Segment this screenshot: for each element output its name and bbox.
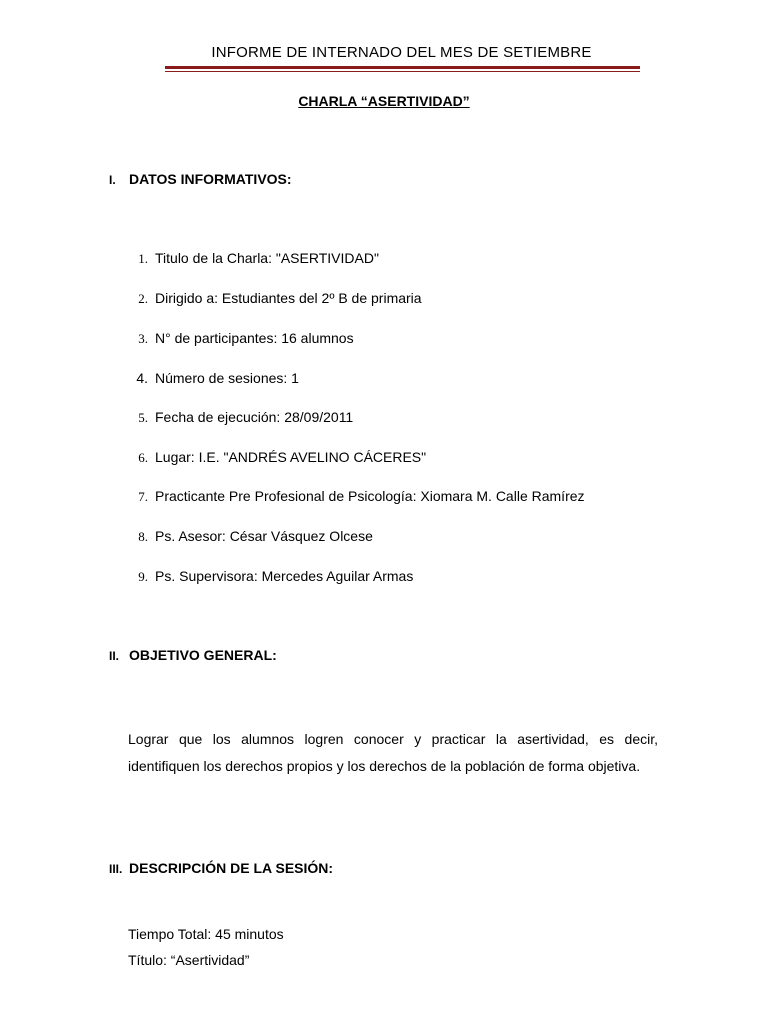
list-item-number: 6. [138,450,148,465]
list-item-text: Practicante Pre Profesional de Psicología: Xiomara M. Calle Ramírez [155,488,585,504]
list-item-number: 8. [138,529,148,544]
objective-paragraph: Lograr que los alumnos logren conocer y practicar la asertividad, es decir, identifiquen los derechos propios y los derechos de la población de forma objetiva. [128,731,658,774]
list-item-text: Número de sesiones: 1 [155,370,299,386]
header-rule-thin [165,71,640,72]
section-number-1: I. [109,173,116,187]
section-title-descripcion-sesion: DESCRIPCIÓN DE LA SESIÓN: [129,860,334,876]
list-item-text: Fecha de ejecución: 28/09/2011 [155,409,354,425]
page-header-title: INFORME DE INTERNADO DEL MES DE SETIEMBRE [211,44,592,61]
list-item-number: 2. [138,291,148,306]
section-number-3: III. [109,862,123,876]
list-item-text: Lugar: I.E. "ANDRÉS AVELINO CÁCERES" [155,449,427,465]
list-item-number: 1. [138,251,148,266]
list-item-number: 9. [138,569,148,584]
section-number-2: II. [109,649,120,663]
document-title: CHARLA “ASERTIVIDAD” [298,93,470,109]
list-item-number: 5. [138,410,148,425]
list-item-number: 7. [138,489,148,504]
list-item-text: Dirigido a: Estudiantes del 2º B de primaria [155,290,422,306]
list-item-text: Titulo de la Charla: "ASERTIVIDAD" [155,250,379,266]
session-total-time: Tiempo Total: 45 minutos [128,926,284,942]
list-item-number: 3. [138,331,148,346]
session-title: Título: “Asertividad” [128,952,250,968]
header-rule-thick [165,66,640,69]
list-item-text: Ps. Asesor: César Vásquez Olcese [155,528,373,544]
list-item-text: Ps. Supervisora: Mercedes Aguilar Armas [155,568,414,584]
list-item-number: 4. [136,370,148,386]
section-title-datos-informativos: DATOS INFORMATIVOS: [129,171,292,187]
list-item-text: N° de participantes: 16 alumnos [155,330,354,346]
section-title-objetivo-general: OBJETIVO GENERAL: [129,647,277,663]
